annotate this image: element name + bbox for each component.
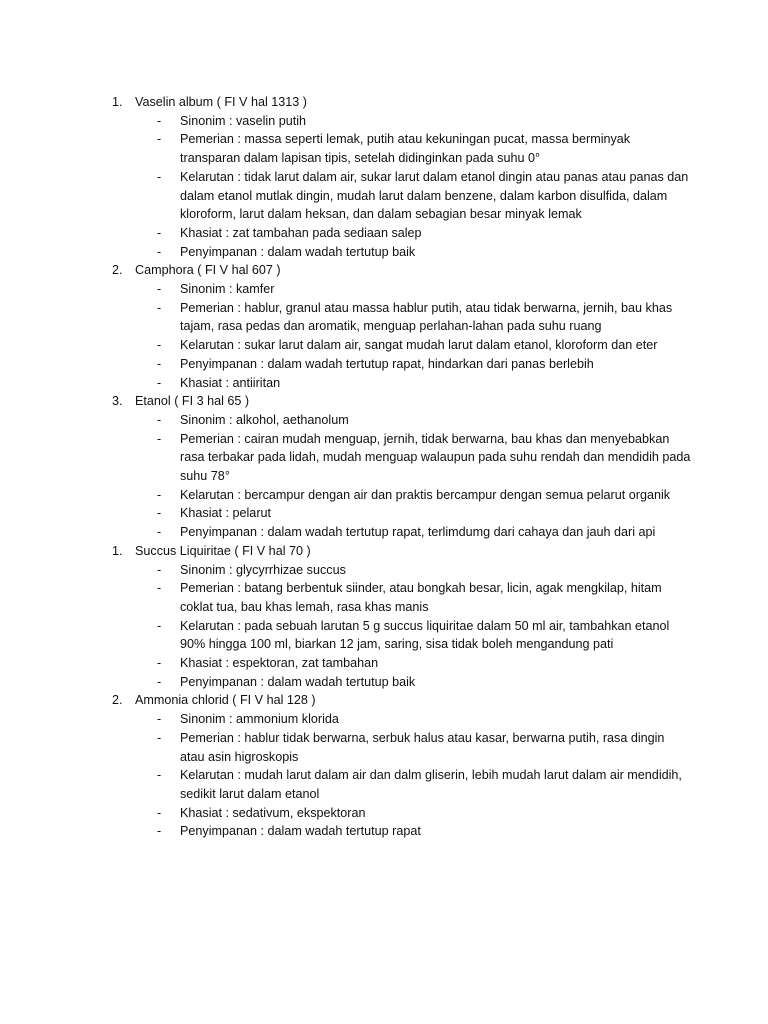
sub-item-text: Kelarutan : bercampur dengan air dan praktis bercampur dengan semua pelarut organik bbox=[180, 487, 671, 502]
sub-item bbox=[112, 243, 692, 262]
sub-item bbox=[112, 561, 692, 580]
sub-item-text: Penyimpanan : dalam wadah tertutup rapat, terlimdumg dari cahaya dan jauh dari api bbox=[180, 525, 656, 540]
sub-item-text: Khasiat : zat tambahan pada sediaan salep bbox=[180, 225, 422, 240]
item-title: Etanol ( FI 3 hal 65 ) bbox=[135, 394, 250, 409]
sub-item bbox=[112, 504, 692, 523]
item-number: 2. bbox=[112, 263, 123, 278]
bullet-dash: - bbox=[157, 824, 162, 839]
sub-item-text: Penyimpanan : dalam wadah tertutup rapat bbox=[180, 824, 421, 839]
bullet-dash: - bbox=[157, 113, 162, 128]
bullet-dash: - bbox=[157, 244, 162, 259]
sub-item-text: Kelarutan : pada sebuah larutan 5 g succus liquiritae dalam 50 ml air, tambahkan etanol 90% hingga 100 ml, biarkan 12 jam, saring, sisa tidak boleh mengandung pati bbox=[180, 618, 670, 652]
sub-item-text: Sinonim : vaselin putih bbox=[180, 113, 307, 128]
item-title: Succus Liquiritae ( FI V hal 70 ) bbox=[135, 543, 311, 558]
list-item bbox=[112, 392, 692, 542]
list-item bbox=[112, 542, 692, 692]
bullet-dash: - bbox=[157, 506, 162, 521]
bullet-dash: - bbox=[157, 300, 162, 315]
sub-item-text: Khasiat : antiiritan bbox=[180, 375, 281, 390]
sub-item-text: Pemerian : cairan mudah menguap, jernih, tidak berwarna, bau khas dan menyebabkan rasa terbakar pada lidah, mudah menguap walaupun pada suhu rendah dan mendidih pada suhu 78° bbox=[180, 431, 691, 484]
sub-item bbox=[112, 804, 692, 823]
sub-item-text: Pemerian : batang berbentuk siinder, atau bongkah besar, licin, agak mengkilap, hitam coklat tua, bau khas lemah, rasa khas manis bbox=[180, 581, 662, 614]
sub-item bbox=[112, 411, 692, 430]
sub-item bbox=[112, 355, 692, 374]
sub-item-text: Kelarutan : tidak larut dalam air, sukar larut dalam etanol dingin atau panas atau panas dan dalam etanol mutlak dingin, mudah larut dalam benzene, dalam karbon disulfida, dalam kloroform, larut dalam heksan, dan dalam sebagian besar minyak lemak bbox=[180, 169, 689, 222]
bullet-dash: - bbox=[157, 712, 162, 727]
sub-item-text: Penyimpanan : dalam wadah tertutup baik bbox=[180, 674, 416, 689]
list-item bbox=[112, 261, 692, 392]
sub-item-text: Sinonim : kamfer bbox=[180, 282, 275, 296]
sub-item bbox=[112, 710, 692, 729]
bullet-dash: - bbox=[157, 132, 162, 147]
item-heading bbox=[112, 691, 692, 710]
item-heading bbox=[112, 392, 692, 411]
list-item bbox=[112, 93, 692, 261]
bullet-dash: - bbox=[157, 730, 162, 745]
item-number: 3. bbox=[112, 394, 123, 409]
sub-item bbox=[112, 523, 692, 542]
bullet-dash: - bbox=[157, 581, 162, 596]
item-heading bbox=[112, 261, 692, 280]
bullet-dash: - bbox=[157, 562, 162, 577]
sub-item bbox=[112, 579, 692, 616]
item-number: 1. bbox=[112, 95, 123, 109]
document-body bbox=[112, 93, 692, 841]
item-number: 2. bbox=[112, 693, 123, 708]
sub-item-text: Kelarutan : mudah larut dalam air dan dalm gliserin, lebih mudah larut dalam air mendidih, sedikit larut dalam etanol bbox=[180, 768, 682, 801]
sub-item bbox=[112, 729, 692, 766]
bullet-dash: - bbox=[157, 282, 162, 296]
sub-item bbox=[112, 654, 692, 673]
item-heading bbox=[112, 93, 692, 112]
sub-item-text: Pemerian : hablur, granul atau massa hablur putih, atau tidak berwarna, jernih, bau khas tajam, rasa pedas dan aromatik, menguap perlahan-lahan pada suhu ruang bbox=[180, 300, 673, 334]
bullet-dash: - bbox=[157, 412, 162, 427]
bullet-dash: - bbox=[157, 431, 162, 446]
bullet-dash: - bbox=[157, 656, 162, 671]
sub-item bbox=[112, 224, 692, 243]
sub-item-text: Penyimpanan : dalam wadah tertutup baik bbox=[180, 244, 416, 259]
bullet-dash: - bbox=[157, 338, 162, 353]
sub-item bbox=[112, 673, 692, 692]
bullet-dash: - bbox=[157, 169, 162, 184]
sub-item-text: Penyimpanan : dalam wadah tertutup rapat, hindarkan dari panas berlebih bbox=[180, 356, 594, 371]
sub-item bbox=[112, 280, 692, 299]
sub-item bbox=[112, 112, 692, 131]
sub-item bbox=[112, 168, 692, 224]
sub-item-text: Sinonim : ammonium klorida bbox=[180, 712, 339, 727]
sub-item-text: Khasiat : pelarut bbox=[180, 506, 272, 521]
item-title: Vaselin album ( FI V hal 1313 ) bbox=[135, 95, 307, 109]
sub-item-text: Pemerian : massa seperti lemak, putih atau kekuningan pucat, massa berminyak transparan dalam lapisan tipis, setelah didinginkan pada suhu 0° bbox=[180, 132, 631, 166]
sub-item bbox=[112, 130, 692, 167]
bullet-dash: - bbox=[157, 674, 162, 689]
sub-item bbox=[112, 299, 692, 336]
item-title: Ammonia chlorid ( FI V hal 128 ) bbox=[135, 693, 316, 708]
sub-item bbox=[112, 430, 692, 486]
item-heading bbox=[112, 542, 692, 561]
item-number: 1. bbox=[112, 543, 123, 558]
bullet-dash: - bbox=[157, 768, 162, 783]
sub-item-text: Kelarutan : sukar larut dalam air, sangat mudah larut dalam etanol, kloroform dan eter bbox=[180, 338, 658, 353]
sub-item bbox=[112, 822, 692, 841]
sub-item bbox=[112, 766, 692, 803]
sub-item bbox=[112, 486, 692, 505]
bullet-dash: - bbox=[157, 525, 162, 540]
bullet-dash: - bbox=[157, 375, 162, 390]
sub-item-text: Sinonim : alkohol, aethanolum bbox=[180, 412, 349, 427]
list-item bbox=[112, 691, 692, 841]
bullet-dash: - bbox=[157, 618, 162, 633]
sub-item-text: Khasiat : espektoran, zat tambahan bbox=[180, 656, 379, 671]
bullet-dash: - bbox=[157, 356, 162, 371]
sub-item bbox=[112, 336, 692, 355]
sub-item-text: Sinonim : glycyrrhizae succus bbox=[180, 562, 346, 577]
item-title: Camphora ( FI V hal 607 ) bbox=[135, 263, 281, 278]
bullet-dash: - bbox=[157, 225, 162, 240]
bullet-dash: - bbox=[157, 487, 162, 502]
bullet-dash: - bbox=[157, 805, 162, 820]
sub-item-text: Khasiat : sedativum, ekspektoran bbox=[180, 805, 366, 820]
sub-item bbox=[112, 617, 692, 654]
sub-item-text: Pemerian : hablur tidak berwarna, serbuk halus atau kasar, berwarna putih, rasa dingin atau asin higroskopis bbox=[180, 730, 665, 764]
sub-item bbox=[112, 374, 692, 393]
